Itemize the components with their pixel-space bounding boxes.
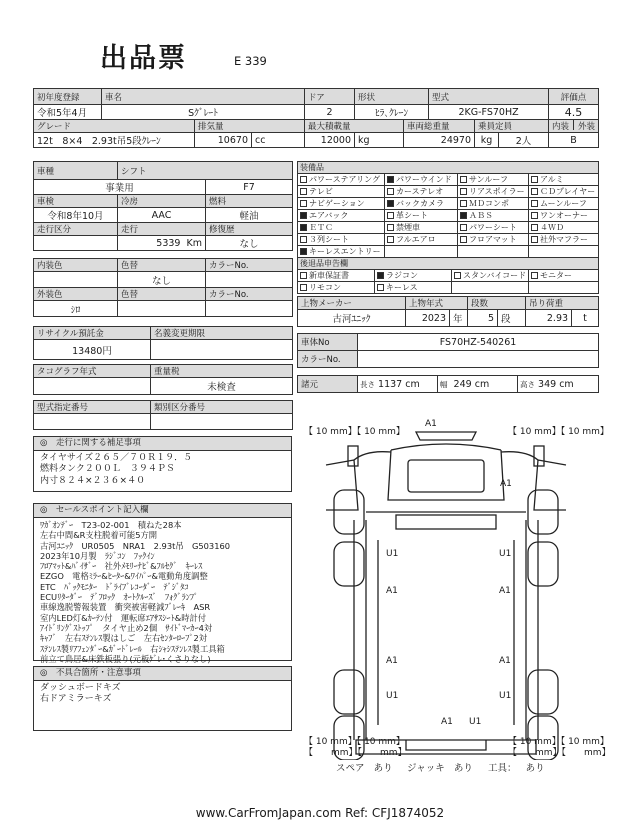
option-cell xyxy=(385,246,458,258)
car-type-value: 事業用 xyxy=(34,180,206,195)
length-label: 長さ xyxy=(360,379,375,389)
spare-label: スペア xyxy=(336,763,365,774)
vehicle-table xyxy=(33,88,599,148)
unchecked-box-icon xyxy=(460,224,467,231)
option-cell xyxy=(452,270,529,282)
car-name-value: Sｸﾞﾚｰﾄ xyxy=(102,105,305,120)
option-label: 革シート xyxy=(396,211,428,220)
repair-label: 修復歴 xyxy=(206,223,293,236)
door-label: ドア xyxy=(305,89,355,105)
unchecked-box-icon xyxy=(460,176,467,183)
damage-right-u1-low: U1 xyxy=(499,691,512,701)
damage-front-top: A1 xyxy=(425,419,437,429)
tacho-label: タコグラフ年式 xyxy=(34,365,151,378)
tax-label: 重量税 xyxy=(151,365,293,378)
unchecked-box-icon xyxy=(531,236,538,243)
truck-diagram xyxy=(296,420,598,760)
checked-box-icon xyxy=(460,212,467,219)
supplement-body xyxy=(34,451,291,489)
defects-body xyxy=(34,681,291,708)
option-label: ワンオーナー xyxy=(540,211,588,220)
option-cell xyxy=(298,222,385,234)
unchecked-box-icon xyxy=(531,224,538,231)
repair-value: なし xyxy=(206,236,293,251)
option-label: 新車保証書 xyxy=(309,271,349,280)
option-cell xyxy=(375,282,452,294)
shift-label: シフト xyxy=(118,162,293,180)
tire-rear-left-2: 【 mm】【 mm】 xyxy=(304,748,407,758)
crane-lift-label: 吊り荷重 xyxy=(526,297,599,310)
capacity-label: 乗員定員 xyxy=(475,120,549,133)
tax-value: 未検査 xyxy=(151,378,293,395)
supplement-title: ◎ 走行に関する補足事項 xyxy=(34,437,291,451)
tire-rear-left-1: 【 10 mm】【 10 mm】 xyxy=(304,737,405,747)
unchecked-box-icon xyxy=(300,272,307,279)
chassis-table xyxy=(297,333,599,368)
checked-box-icon xyxy=(377,272,384,279)
option-label: パワーシート xyxy=(469,223,517,232)
option-cell xyxy=(298,174,385,186)
crane-stages-value: 5 xyxy=(468,310,498,327)
ext-color-change-label: 色替 xyxy=(118,288,206,301)
option-cell xyxy=(529,282,599,294)
dims-table xyxy=(297,375,599,393)
footer-ref: www.CarFromJapan.com Ref: CFJ1874052 xyxy=(195,806,445,820)
unchecked-box-icon xyxy=(300,284,307,291)
dims-label: 諸元 xyxy=(298,376,358,393)
crane-stages-label: 段数 xyxy=(468,297,526,310)
option-cell xyxy=(529,246,599,258)
option-cell xyxy=(385,210,458,222)
crane-table xyxy=(297,296,599,327)
capacity-value: 2人 xyxy=(499,133,549,148)
max-load-label: 最大積載量 xyxy=(305,120,404,133)
score-label: 評価点 xyxy=(549,89,599,105)
height-label: 高さ xyxy=(520,379,535,389)
mileage-category-label: 走行区分 xyxy=(34,223,118,236)
sales-points-body xyxy=(34,518,291,666)
option-cell xyxy=(452,282,529,294)
color-change-label: 色替 xyxy=(118,259,206,272)
option-cell xyxy=(298,186,385,198)
equipment-box xyxy=(297,161,598,256)
option-label: ＡＢＳ xyxy=(469,211,493,220)
damage-left-u1-low: U1 xyxy=(386,691,399,701)
damage-left-a1-mid: A1 xyxy=(386,586,398,596)
option-cell xyxy=(529,222,599,234)
crane-year-unit: 年 xyxy=(450,310,468,327)
aftermarket-box xyxy=(297,257,598,295)
option-label: ４ＷＤ xyxy=(540,223,564,232)
option-cell xyxy=(375,270,452,282)
option-label: カーステレオ xyxy=(396,187,444,196)
info-table xyxy=(33,161,293,251)
option-cell xyxy=(529,270,599,282)
crane-lift-unit: t xyxy=(572,310,599,327)
option-cell xyxy=(458,174,529,186)
option-label: ＣＤプレイヤー xyxy=(540,187,596,196)
option-cell xyxy=(458,246,529,258)
option-label: フルエアロ xyxy=(396,235,436,244)
note-line: 前立て鳥居&床鉄板張り(元板ｹﾞﾚ･くさりなし) xyxy=(40,653,211,664)
note-line: ﾌﾛｱﾏｯﾄ&ﾊﾞｲｻﾞｰ 社外ﾒﾓﾘｰﾅﾋﾞ&ﾌﾙｾｸﾞ ｷｰﾚｽ xyxy=(40,561,203,572)
option-label: アルミ xyxy=(540,175,564,184)
option-label: ラジコン xyxy=(386,271,418,280)
mileage-value: 5339 xyxy=(156,237,181,249)
option-cell xyxy=(529,186,599,198)
checked-box-icon xyxy=(387,200,394,207)
tacho-table xyxy=(33,364,293,395)
unchecked-box-icon xyxy=(531,200,538,207)
fuel-value: 軽油 xyxy=(206,208,293,223)
width-label: 幅 xyxy=(440,379,448,389)
note-line: ダッシュボードキズ xyxy=(40,683,121,693)
color-table xyxy=(33,258,293,317)
type-class-table xyxy=(33,400,293,430)
unchecked-box-icon xyxy=(300,176,307,183)
unchecked-box-icon xyxy=(377,284,384,291)
mileage-label: 走行 xyxy=(118,223,206,236)
crane-year-value: 2023 xyxy=(406,310,450,327)
defects-box xyxy=(33,666,292,731)
note-line: ﾜｶﾞｵﾝﾃﾞｰ T23-02-001 積ねた28本 xyxy=(40,520,182,530)
sales-points-box xyxy=(33,503,292,664)
option-label: ３列シート xyxy=(309,235,349,244)
crane-year-label: 上物年式 xyxy=(406,297,468,310)
option-label: サンルーフ xyxy=(469,175,508,184)
grade-label: グレード xyxy=(34,120,195,133)
option-cell xyxy=(298,234,385,246)
displacement-value: 10670 xyxy=(195,133,252,148)
damage-right-a1-low: A1 xyxy=(499,656,511,666)
option-cell xyxy=(298,198,385,210)
inspection-label: 車検 xyxy=(34,195,118,208)
interior-label: 内装 xyxy=(552,122,570,132)
option-label: スタンバイコード xyxy=(463,271,527,280)
first-reg-value: 令和5年4月 xyxy=(34,105,102,120)
option-cell xyxy=(458,222,529,234)
tire-rear-right-2: 【 mm】【 mm】 xyxy=(508,748,611,758)
mileage-unit: Km xyxy=(186,237,202,249)
option-label: モニター xyxy=(540,271,572,280)
note-line: 室内LED灯&ｶｰﾃﾝ付 運転席ｴｱｻｽｼｰﾄ&時計付 xyxy=(40,612,207,623)
chassis-color-no-label: カラーNo. xyxy=(298,351,358,368)
recycle-label: リサイクル預託金 xyxy=(34,327,151,340)
width-unit: cm xyxy=(474,378,490,390)
shape-label: 形状 xyxy=(355,89,429,105)
option-label: キーレス xyxy=(386,283,418,292)
note-line: EZGO 電格ﾐﾗｰ&ﾋｰﾀｰ&ﾜｲﾊﾟｰ&電動角度調整 xyxy=(40,571,208,582)
damage-cab-right: A1 xyxy=(500,479,512,489)
supplement-box xyxy=(33,436,292,492)
tools-value: あり xyxy=(525,763,545,774)
crane-maker-label: 上物メーカー xyxy=(298,297,406,310)
option-label: フロアマット xyxy=(469,235,517,244)
note-line: 2023年10月製 ﾗｼﾞｺﾝ ﾌｯｸｲﾝ xyxy=(40,550,155,561)
option-cell xyxy=(385,186,458,198)
interior-color-label: 内装色 xyxy=(34,259,118,272)
note-line: ｽﾃﾝﾚｽ製ﾘｱﾌｪﾝﾀﾞｰ&ｶﾞｰﾄﾞﾚｰﾙ 右ｼｬｼｽﾃﾝﾚｽ製工具箱 xyxy=(40,643,225,654)
gross-weight-label: 車両総重量 xyxy=(404,120,475,133)
recycle-value: 13480円 xyxy=(34,340,151,360)
tire-front-right: 【 10 mm】【 10 mm】 xyxy=(508,427,609,437)
damage-rear-a1: A1 xyxy=(441,717,453,727)
option-cell xyxy=(385,234,458,246)
crane-stages-unit: 段 xyxy=(498,310,526,327)
option-cell xyxy=(458,198,529,210)
note-line: タイヤサイズ２６５／７０Ｒ１９．５ xyxy=(40,453,193,463)
unchecked-box-icon xyxy=(460,200,467,207)
unchecked-box-icon xyxy=(387,224,394,231)
aftermarket-label: 後退品申告欄 xyxy=(298,258,599,270)
option-cell xyxy=(529,198,599,210)
chassis-value: FS70HZ-540261 xyxy=(358,334,599,351)
unchecked-box-icon xyxy=(460,236,467,243)
crane-lift-value: 2.93 xyxy=(526,310,572,327)
lot-number: E 339 xyxy=(234,54,267,68)
score-value: 4.5 xyxy=(549,105,599,120)
exterior-color-value: ｼﾛ xyxy=(34,301,118,317)
fuel-label: 燃料 xyxy=(206,195,293,208)
damage-rear-u1: U1 xyxy=(469,717,482,727)
tools-label: 工具 xyxy=(488,763,508,774)
cooler-label: 冷房 xyxy=(118,195,206,208)
unchecked-box-icon xyxy=(300,200,307,207)
interior-score: B xyxy=(570,134,577,146)
note-line: 燃料タンク２００Ｌ ３９４ＰＳ xyxy=(40,464,175,475)
equipment-label: 装備品 xyxy=(298,162,599,174)
option-cell xyxy=(298,270,375,282)
checked-box-icon xyxy=(300,224,307,231)
cooler-value: AAC xyxy=(118,208,206,223)
color-no-label: カラーNo. xyxy=(206,259,293,272)
gross-weight-value: 24970 xyxy=(404,133,475,148)
gross-weight-unit: kg xyxy=(475,133,499,148)
length-value: 1137 xyxy=(378,378,403,390)
class-no-label: 類別区分番号 xyxy=(151,401,293,414)
option-label: ナビゲーション xyxy=(309,199,365,208)
option-label: パワーウインド xyxy=(396,175,452,184)
unchecked-box-icon xyxy=(531,188,538,195)
sales-points-title: ◎ セールスポイント記入欄 xyxy=(34,504,291,518)
option-cell xyxy=(298,246,385,258)
note-line: 右ドアミラーキズ xyxy=(40,694,112,705)
damage-right-u1: U1 xyxy=(499,549,512,559)
damage-right-a1-mid: A1 xyxy=(499,586,511,596)
note-line: 古河ﾕﾆｯｸ UR0505 NRA1 2.93t吊 G503160 xyxy=(40,540,231,551)
option-label: リモコン xyxy=(309,283,341,292)
damage-left-u1: U1 xyxy=(386,549,399,559)
option-label: キーレスエントリー xyxy=(309,247,381,256)
option-cell xyxy=(298,282,375,294)
option-cell xyxy=(458,210,529,222)
displacement-label: 排気量 xyxy=(195,120,305,133)
jack-label: ジャッキ xyxy=(407,763,445,774)
option-label: テレビ xyxy=(309,187,333,196)
unchecked-box-icon xyxy=(531,272,538,279)
note-line: 内寸８２４×２３６×４０ xyxy=(40,475,146,486)
option-cell xyxy=(458,186,529,198)
option-cell xyxy=(529,210,599,222)
unchecked-box-icon xyxy=(300,188,307,195)
ext-color-no-label: カラーNo. xyxy=(206,288,293,301)
height-unit: cm xyxy=(559,378,574,390)
inspection-value: 令和8年10月 xyxy=(34,208,118,223)
tire-rear-right-1: 【 10 mm】【 10 mm】 xyxy=(508,737,609,747)
option-label: 禁煙車 xyxy=(396,223,420,232)
option-cell xyxy=(298,210,385,222)
length-unit: cm xyxy=(405,378,420,390)
checked-box-icon xyxy=(300,212,307,219)
spare-value: あり xyxy=(373,763,393,774)
recycle-table xyxy=(33,326,293,360)
unchecked-box-icon xyxy=(454,272,461,279)
equipment-table xyxy=(297,161,599,258)
height-value: 349 xyxy=(538,378,557,390)
option-cell xyxy=(529,234,599,246)
checked-box-icon xyxy=(387,176,394,183)
type-no-label: 型式指定番号 xyxy=(34,401,151,414)
car-type-label: 車種 xyxy=(34,162,118,180)
unchecked-box-icon xyxy=(387,212,394,219)
unchecked-box-icon xyxy=(387,236,394,243)
option-cell xyxy=(385,198,458,210)
option-label: 社外マフラー xyxy=(540,235,588,244)
unchecked-box-icon xyxy=(387,188,394,195)
jack-value: あり xyxy=(453,763,473,774)
option-label: ムーンルーフ xyxy=(540,199,587,208)
shift-value: F7 xyxy=(206,180,293,195)
option-label: リアスポイラー xyxy=(469,187,525,196)
unchecked-box-icon xyxy=(531,176,538,183)
shape-value: ﾋﾗ､ｸﾚｰﾝ xyxy=(355,105,429,120)
defects-title: ◎ 不具合箇所・注意事項 xyxy=(34,667,291,681)
option-label: ＭＤコンポ xyxy=(469,199,509,208)
checked-box-icon xyxy=(300,248,307,255)
page-title: 出品票 xyxy=(100,43,187,74)
grade-value: 12t 8×4 2.93t吊5段ｸﾚｰﾝ xyxy=(34,133,195,148)
option-label: ＥＴＣ xyxy=(309,223,333,232)
option-label: パワーステアリング xyxy=(309,175,380,184)
unchecked-box-icon xyxy=(460,188,467,195)
unchecked-box-icon xyxy=(531,212,538,219)
max-load-unit: kg xyxy=(355,133,404,148)
option-cell xyxy=(385,174,458,186)
option-cell xyxy=(385,222,458,234)
exterior-label: 外装 xyxy=(578,122,596,132)
aftermarket-table xyxy=(297,257,599,294)
note-line: ETC ﾊﾞｯｸﾓﾆﾀｰ ﾄﾞﾗｲﾌﾞﾚｺｰﾀﾞｰ ﾃﾞｼﾞﾀｺ xyxy=(40,581,189,592)
note-line: 車線逸脱警報装置 衝突被害軽減ﾌﾞﾚｰｷ ASR xyxy=(40,602,211,613)
note-line: ECUﾘﾀｰﾀﾞｰ ﾃﾞﾌﾛｯｸ ｵｰﾄｸﾙｰｽﾞ ﾌｫｸﾞﾗﾝﾌﾟ xyxy=(40,592,199,603)
option-label: エアバック xyxy=(309,211,349,220)
option-cell xyxy=(458,234,529,246)
note-line: 左右中間&R支柱脱着可能5方開 xyxy=(40,530,158,541)
car-name-label: 車名 xyxy=(102,89,305,105)
first-reg-label: 初年度登録 xyxy=(34,89,102,105)
tire-front-left: 【 10 mm】【 10 mm】 xyxy=(304,427,405,437)
color-change-value: なし xyxy=(118,272,206,288)
door-value: 2 xyxy=(305,105,355,120)
unchecked-box-icon xyxy=(300,236,307,243)
model-value: 2KG-FS70HZ xyxy=(429,105,549,120)
displacement-unit: cc xyxy=(252,133,305,148)
max-load-value: 12000 xyxy=(305,133,355,148)
name-change-label: 名義変更期限 xyxy=(151,327,293,340)
note-line: ｷｬﾌﾞ 左右ｽﾃﾝﾚｽ製はしご 左右ｾﾝﾀｰﾛｰﾌﾟ2対 xyxy=(40,633,208,644)
chassis-label: 車体No xyxy=(298,334,358,351)
crane-maker-value: 古河ﾕﾆｯｸ xyxy=(298,310,406,327)
option-cell xyxy=(529,174,599,186)
model-label: 型式 xyxy=(429,89,549,105)
tacho-value xyxy=(34,378,151,395)
note-line: ｱｲﾄﾞﾘﾝｸﾞｽﾄｯﾌﾟ タイヤ止め2個 ｻｲﾄﾞﾏｰｶｰ4対 xyxy=(40,622,213,633)
exterior-color-label: 外装色 xyxy=(34,288,118,301)
damage-left-a1-low: A1 xyxy=(386,656,398,666)
option-label: バックカメラ xyxy=(396,199,444,208)
width-value: 249 xyxy=(453,378,472,390)
